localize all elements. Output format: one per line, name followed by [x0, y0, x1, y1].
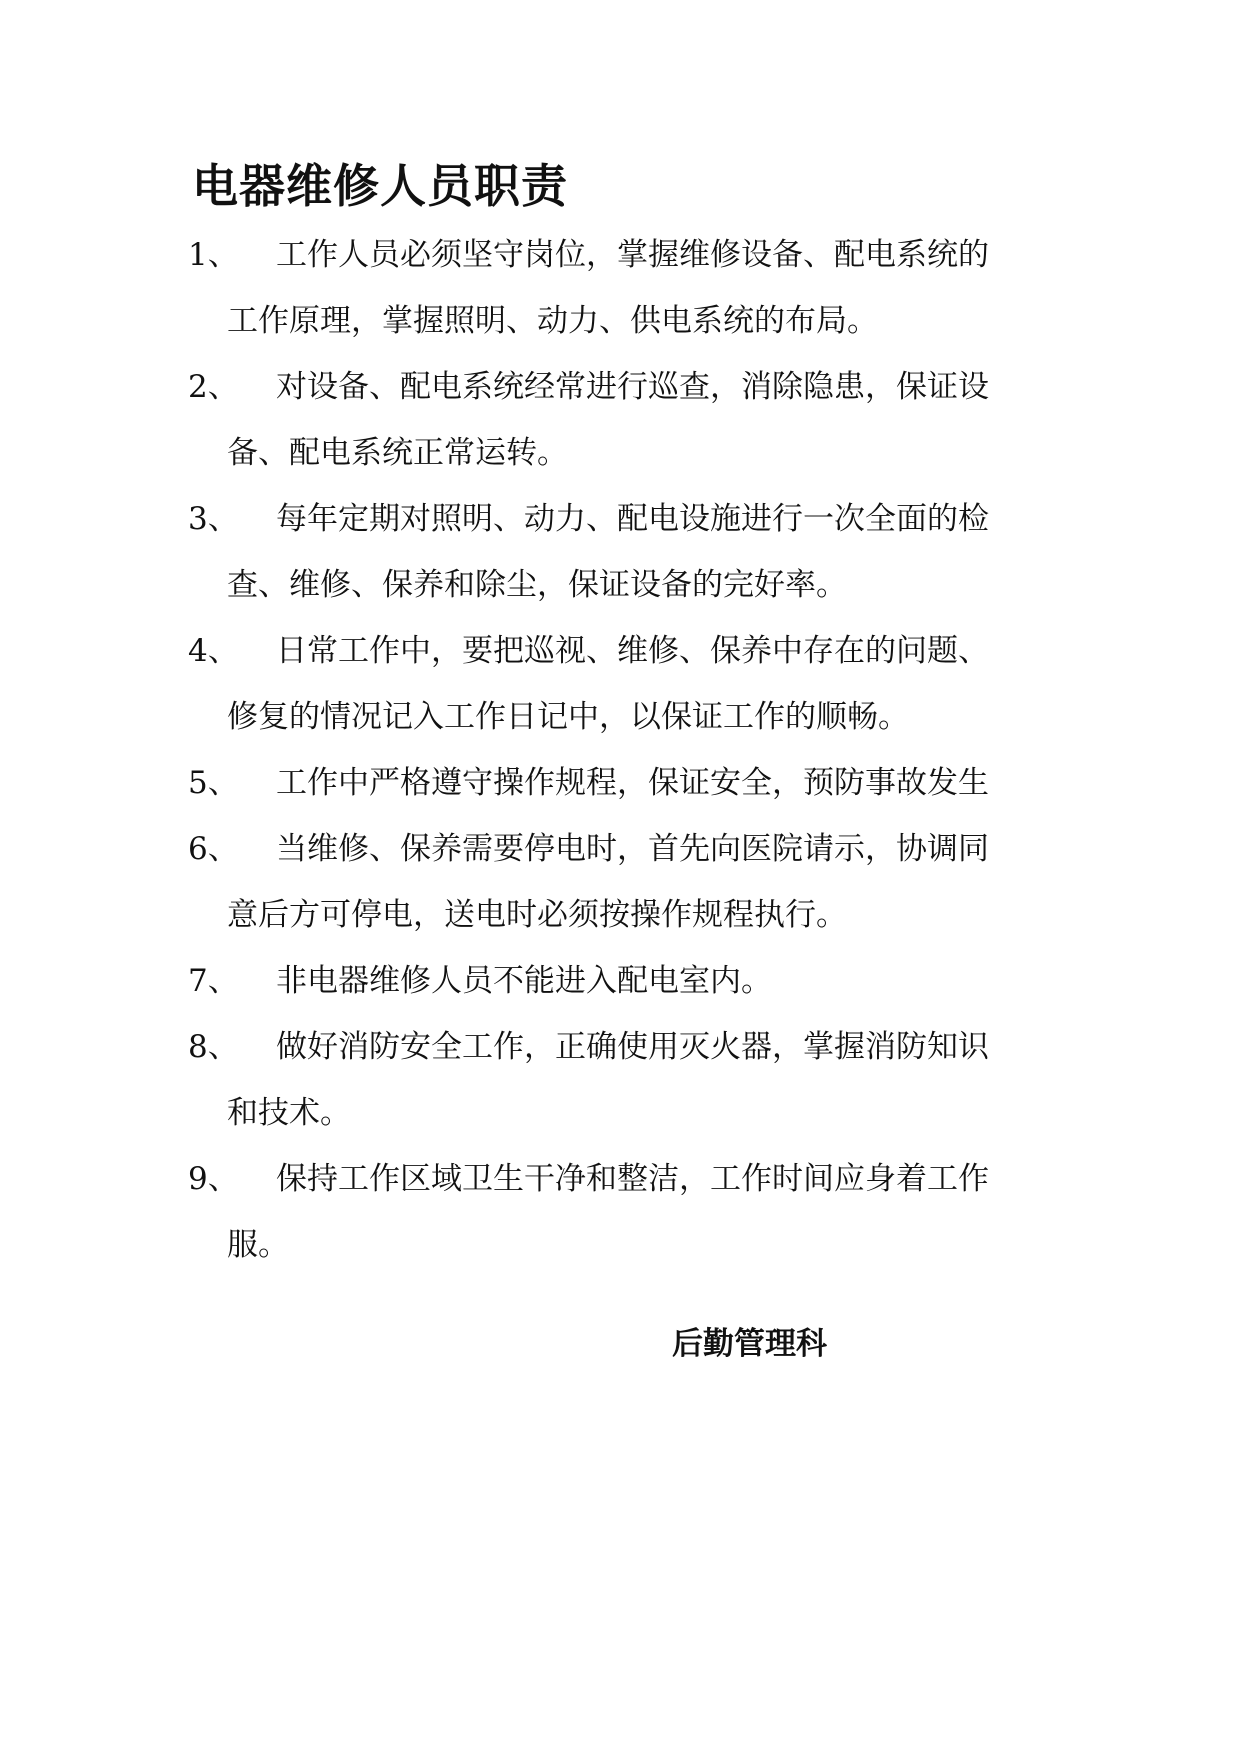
item-number: 7、 [188, 963, 239, 999]
item-number: 9、 [188, 1161, 239, 1197]
list-item [188, 816, 1068, 948]
item-text: 备、配电系统正常运转。 [227, 435, 568, 471]
item-text: 工作中严格遵守操作规程，保证安全，预防事故发生 [276, 765, 989, 801]
item-number: 2、 [188, 369, 239, 405]
item-text: 工作原理，掌握照明、动力、供电系统的布局。 [227, 303, 878, 339]
item-text: 修复的情况记入工作日记中，以保证工作的顺畅。 [227, 699, 909, 735]
item-number: 8、 [188, 1029, 239, 1065]
item-text: 和技术。 [227, 1095, 351, 1131]
item-text: 每年定期对照明、动力、配电设施进行一次全面的检 [276, 501, 989, 537]
item-text: 保持工作区域卫生干净和整洁，工作时间应身着工作 [276, 1161, 989, 1197]
item-number: 3、 [188, 501, 239, 537]
list-item [188, 222, 1068, 354]
item-text: 工作人员必须坚守岗位，掌握维修设备、配电系统的 [276, 237, 989, 273]
item-text: 做好消防安全工作，正确使用灭火器，掌握消防知识 [276, 1029, 989, 1065]
list-item [188, 1146, 1068, 1278]
item-text: 日常工作中，要把巡视、维修、保养中存在的问题、 [276, 633, 989, 669]
item-text: 非电器维修人员不能进入配电室内。 [276, 963, 772, 999]
list-item [188, 1014, 1068, 1146]
item-text: 意后方可停电，送电时必须按操作规程执行。 [227, 897, 847, 933]
duty-list [188, 222, 1068, 1278]
item-text: 当维修、保养需要停电时，首先向医院请示，协调同 [276, 831, 989, 867]
list-item [188, 486, 1068, 618]
item-text: 查、维修、保养和除尘，保证设备的完好率。 [227, 567, 847, 603]
signature-department: 后勤管理科 [672, 1326, 827, 1362]
item-text: 服。 [227, 1227, 289, 1263]
item-number: 5、 [188, 765, 239, 801]
item-number: 6、 [188, 831, 239, 867]
list-item [188, 618, 1068, 750]
page-title: 电器维修人员职责 [192, 159, 568, 213]
list-item [188, 354, 1068, 486]
item-number: 1、 [188, 237, 239, 273]
item-text: 对设备、配电系统经常进行巡查，消除隐患，保证设 [276, 369, 989, 405]
item-number: 4、 [188, 633, 239, 669]
list-item [188, 750, 1068, 816]
list-item [188, 948, 1068, 1014]
